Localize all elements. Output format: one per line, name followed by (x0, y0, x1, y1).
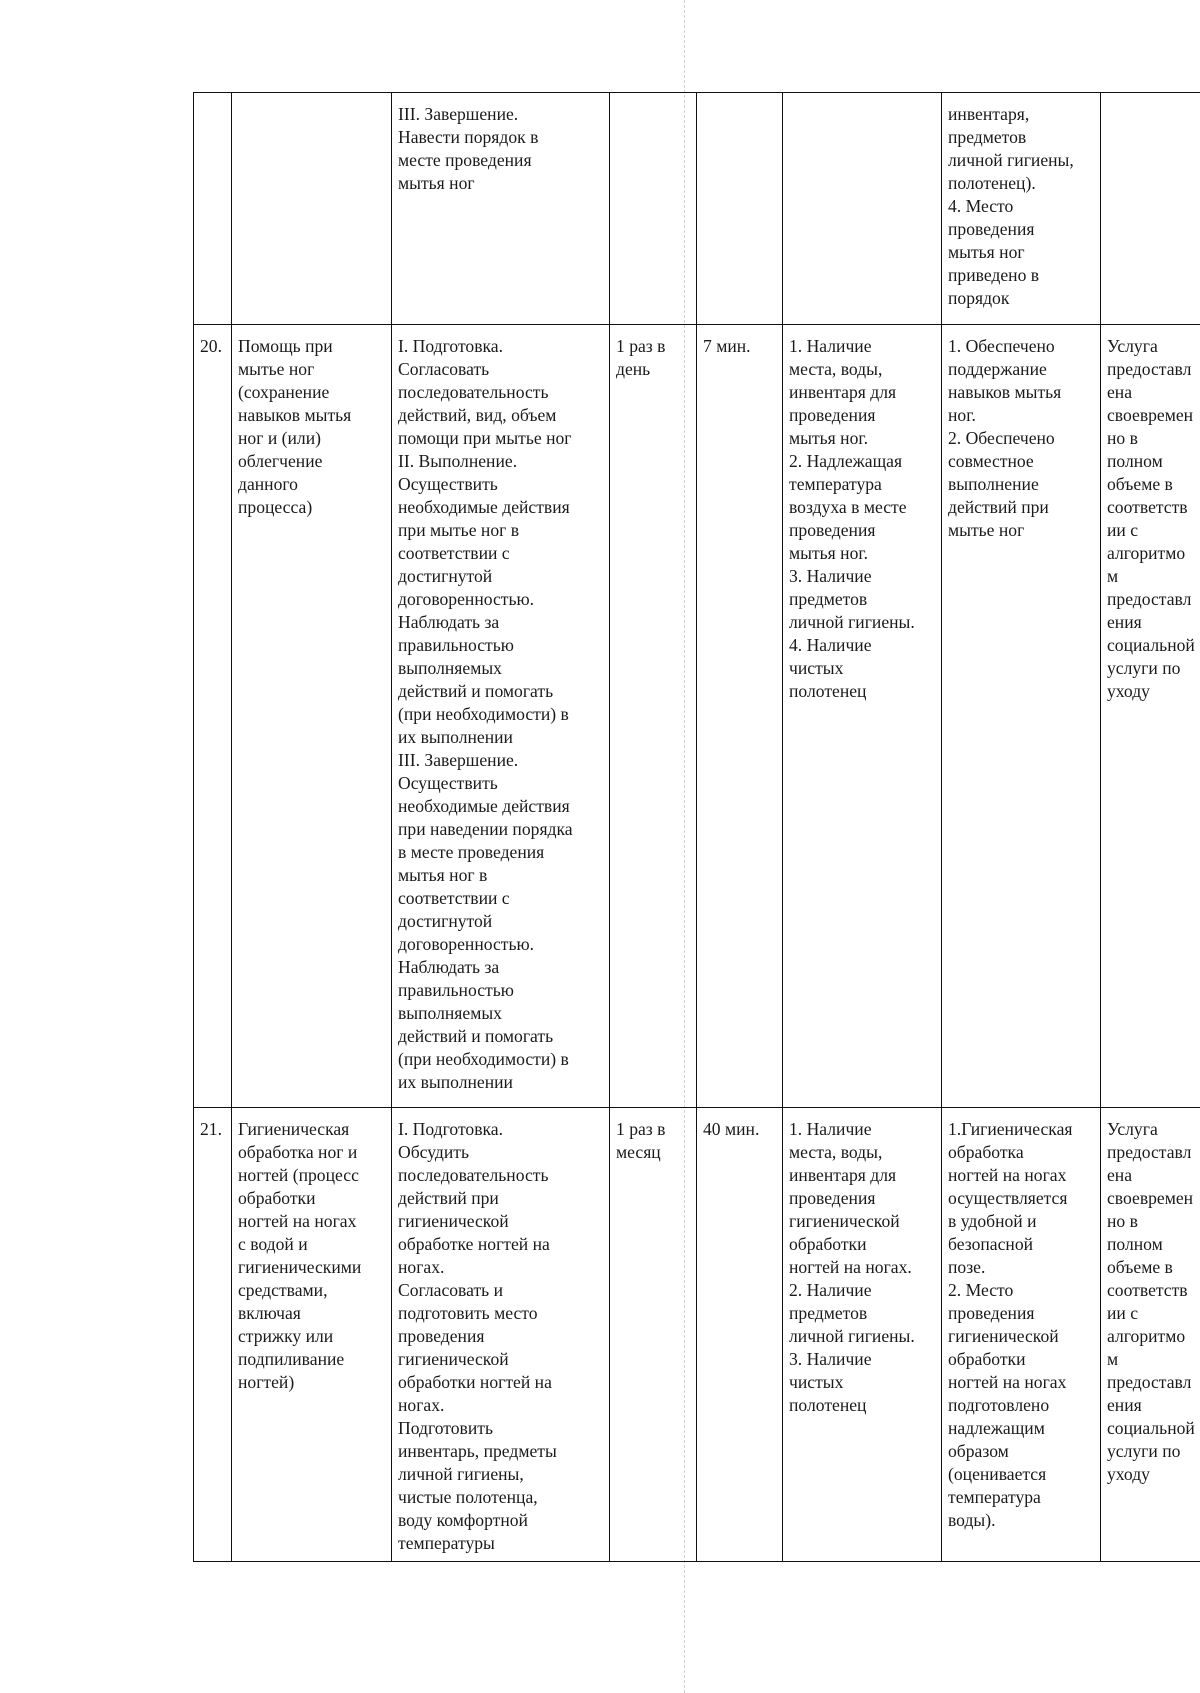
frequency-cell: 1 раз в месяц (610, 1108, 697, 1562)
procedure-cell: I. Подготовка. Согласовать последовательность действий, вид, объем помощи при мытье ног II. Выполнение. Осуществить необходимые действия при мытье ног в соответствии с достигнутой договоренностью. Наблюдать за правильностью выполняемых действий и помогать (при необходимости) в их выполнении III. Завершение. Осуществить необходимые действия при наведении порядка в месте проведения мытья ног в соответствии с достигнутой договоренностью. Наблюдать за правильностью выполняемых действий и помогать (при необходимости) в их выполнении (392, 325, 610, 1108)
procedure-cell: III. Завершение. Навести порядок в месте проведения мытья ног (392, 93, 610, 325)
table-row (194, 93, 1200, 325)
conditions-cell (783, 93, 942, 325)
conditions-cell: 1. Наличие места, воды, инвентаря для проведения гигиенической обработки ногтей на ногах. 2. Наличие предметов личной гигиены. 3. Наличие чистых полотенец (783, 1108, 942, 1562)
duration-cell: 7 мин. (697, 325, 783, 1108)
frequency-cell (610, 93, 697, 325)
result-cell: инвентаря, предметов личной гигиены, полотенец). 4. Место проведения мытья ног приведено в порядок (942, 93, 1101, 325)
frequency-cell: 1 раз в день (610, 325, 697, 1108)
service-standards-table (193, 92, 1200, 1562)
service-name-cell: Помощь при мытье ног (сохранение навыков мытья ног и (или) облегчение данного процесса) (232, 325, 392, 1108)
row-number-cell: 21. (194, 1108, 232, 1562)
service-name-cell (232, 93, 392, 325)
result-cell: 1.Гигиеническая обработка ногтей на ногах осуществляется в удобной и безопасной позе. 2. Место проведения гигиенической обработки ногтей на ногах подготовлено надлежащим образом (оценивается температура воды). (942, 1108, 1101, 1562)
evaluation-cell (1101, 93, 1200, 325)
result-cell: 1. Обеспечено поддержание навыков мытья ног. 2. Обеспечено совместное выполнение действий при мытье ног (942, 325, 1101, 1108)
table-row (194, 325, 1200, 1108)
evaluation-cell: Услуга предоставл ена своевремен но в полном объеме в соответств ии с алгоритмо м предоставл ения социальной услуги по уходу (1101, 325, 1200, 1108)
evaluation-cell: Услуга предоставл ена своевремен но в полном объеме в соответств ии с алгоритмо м предоставл ения социальной услуги по уходу (1101, 1108, 1200, 1562)
service-name-cell: Гигиеническая обработка ног и ногтей (процесс обработки ногтей на ногах с водой и гигиеническими средствами, включая стрижку или подпиливание ногтей) (232, 1108, 392, 1562)
table-row (194, 1108, 1200, 1562)
procedure-cell: I. Подготовка. Обсудить последовательность действий при гигиенической обработке ногтей на ногах. Согласовать и подготовить место проведения гигиенической обработки ногтей на ногах. Подготовить инвентарь, предметы личной гигиены, чистые полотенца, воду комфортной температуры (392, 1108, 610, 1562)
duration-cell: 40 мин. (697, 1108, 783, 1562)
row-number-cell (194, 93, 232, 325)
duration-cell (697, 93, 783, 325)
conditions-cell: 1. Наличие места, воды, инвентаря для проведения мытья ног. 2. Надлежащая температура воздуха в месте проведения мытья ног. 3. Наличие предметов личной гигиены. 4. Наличие чистых полотенец (783, 325, 942, 1108)
row-number-cell: 20. (194, 325, 232, 1108)
